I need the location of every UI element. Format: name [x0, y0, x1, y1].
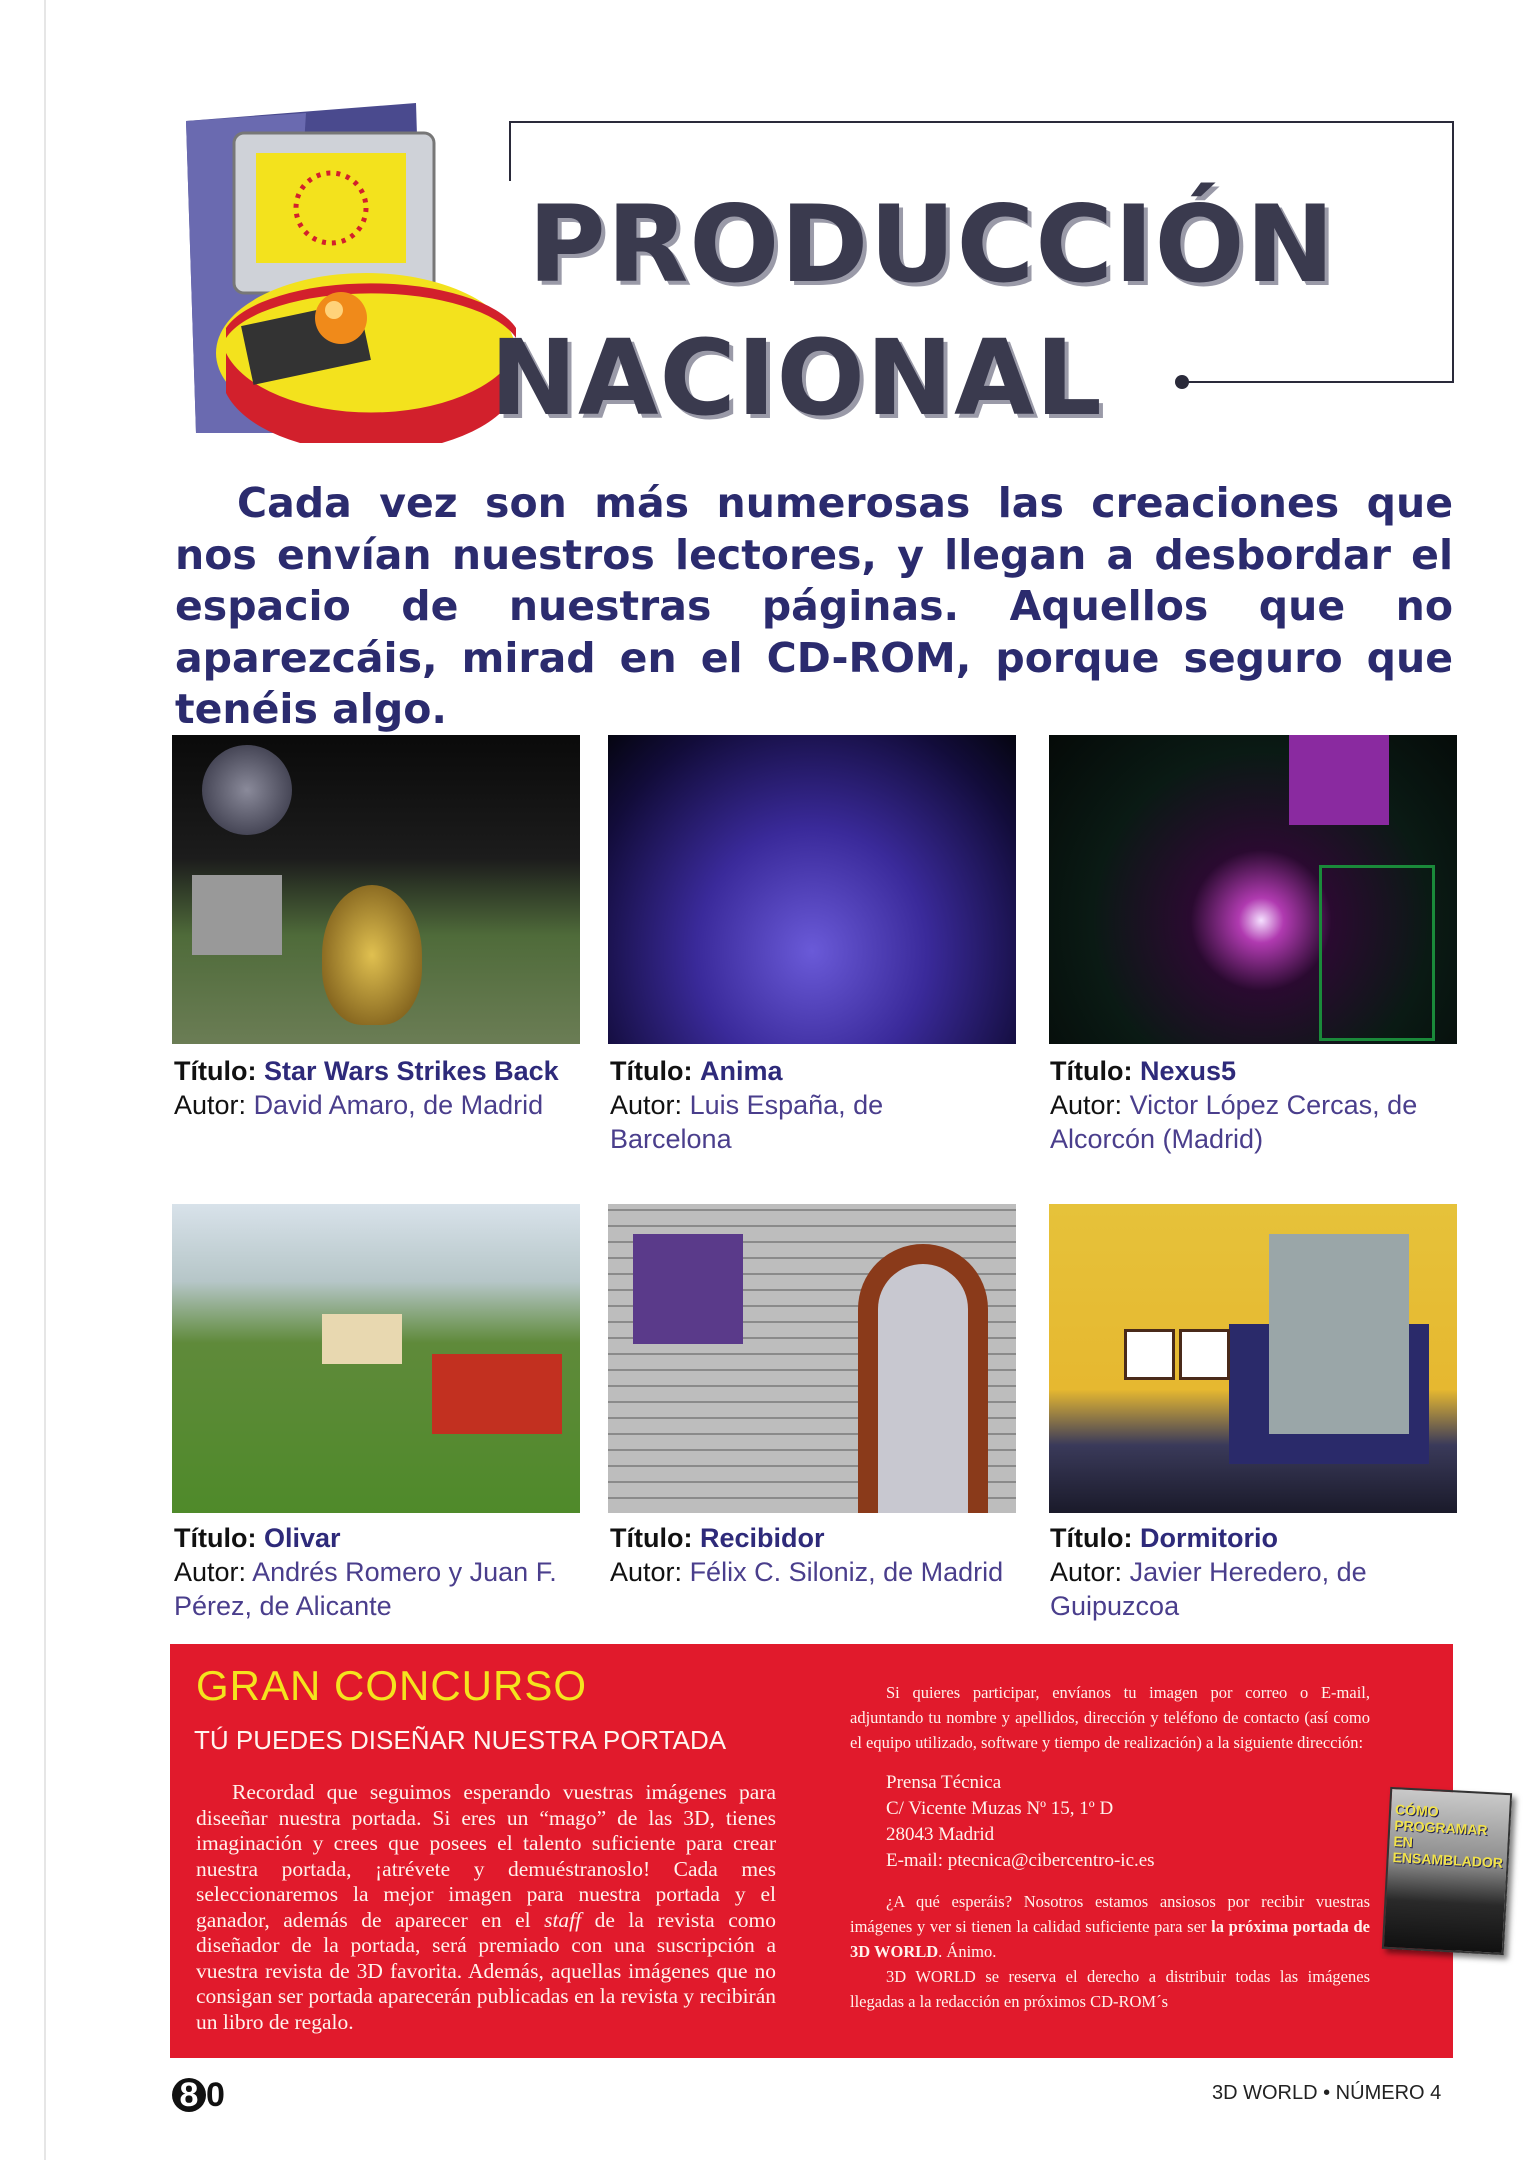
page-number	[172, 2076, 225, 2115]
email-address: E-mail: ptecnica@cibercentro-ic.es	[886, 1850, 1155, 1871]
book-title: CÓMO PROGRAMAR EN ENSAMBLADOR	[1392, 1801, 1504, 1871]
artwork-dormitorio	[1049, 1204, 1457, 1513]
title-frame-line	[509, 121, 511, 181]
artwork-title: Nexus5	[1139, 1056, 1237, 1086]
author-label: Autor:	[174, 1557, 247, 1587]
author-label: Autor:	[610, 1090, 683, 1120]
artwork-author: Javier Heredero, de Guipuzcoa	[1050, 1557, 1367, 1621]
artwork-title: Dormitorio	[1139, 1523, 1278, 1553]
monitor-logo-illustration	[186, 103, 526, 443]
rights-notice: 3D WORLD se reserva el derecho a distribuir todas las imágenes llegadas a la redacción en próximos CD-ROM´s	[850, 1967, 1370, 2011]
intro-paragraph: Cada vez son más numerosas las creaciones que nos envían nuestros lectores, y llegan a desbordar el espacio de nuestras páginas. Aquellos que no aparezcáis, mirad en el CD-ROM, porque seguro que tenéis algo.	[175, 479, 1453, 733]
contest-heading: GRAN CONCURSO	[196, 1662, 588, 1709]
magazine-issue: 3D WORLD • NÚMERO 4	[1212, 2082, 1442, 2104]
postal-address	[886, 1770, 1370, 1874]
book-cover-image	[1382, 1787, 1512, 1955]
title-label: Título:	[610, 1523, 693, 1553]
artwork-anima	[608, 735, 1016, 1044]
caption-olivar	[174, 1521, 584, 1623]
author-label: Autor:	[1050, 1090, 1123, 1120]
contest-text-emphasis: staff	[544, 1907, 582, 1932]
page-edge	[44, 0, 46, 2160]
title-frame-line	[1452, 121, 1454, 383]
artwork-recibidor	[608, 1204, 1016, 1513]
contest-text: de la revista como diseñador de la portada, será premiado con una suscripción a vuestra revista de 3D favorita. Además, aquellas imágenes que no consigan ser portada aparecerán publicadas en la revista y recibirán un libro de regalo.	[196, 1907, 776, 2034]
artwork-author: Victor López Cercas, de Alcorcón (Madrid)	[1050, 1090, 1418, 1154]
page-number-digit: 0	[206, 2076, 225, 2114]
title-label: Título:	[1050, 1056, 1133, 1086]
address-line: 28043 Madrid	[886, 1824, 995, 1845]
caption-dormitorio	[1050, 1521, 1450, 1623]
contest-text: Recordad que seguimos esperando vuestras imágenes para diseeñar nuestra portada. Si eres un “mago” de las 3D, tienes imaginación y crees que posees el talento suficiente para crear nuestra portada, ¡atrévete y demuéstranoslo! Cada mes seleccionaremos la mejor imagen para nuestra portada y el ganador, además de aparecer en el	[196, 1780, 776, 1932]
contest-body-left	[196, 1780, 776, 2035]
artwork-nexus5	[1049, 735, 1457, 1044]
participation-text: Si quieres participar, envíanos tu imagen por correo o E-mail, adjuntando tu nombre y apellidos, dirección y teléfono de contacto (así como el equipo utilizado, software y tiempo de realización) a la siguiente dirección:	[850, 1683, 1370, 1752]
title-label: Título:	[610, 1056, 693, 1086]
caption-anima	[610, 1054, 960, 1156]
author-label: Autor:	[174, 1090, 247, 1120]
artwork-title: Anima	[699, 1056, 783, 1086]
title-frame-line	[1186, 381, 1454, 383]
call-to-action-end: . Ánimo.	[938, 1942, 997, 1961]
call-to-action-bold: la próxima portada de 3D WORLD	[850, 1917, 1370, 1961]
address-line: Prensa Técnica	[886, 1772, 1002, 1793]
artwork-author: David Amaro, de Madrid	[253, 1090, 544, 1120]
artwork-star-wars-strikes-back	[172, 735, 580, 1044]
contest-subheading: TÚ PUEDES DISEÑAR NUESTRA PORTADA	[194, 1725, 727, 1755]
title-label: Título:	[174, 1523, 257, 1553]
artwork-author: Andrés Romero y Juan F. Pérez, de Alicante	[174, 1557, 557, 1621]
page-title-line2: NACIONAL	[490, 317, 1103, 439]
address-line: C/ Vicente Muzas Nº 15, 1º D	[886, 1798, 1114, 1819]
author-label: Autor:	[1050, 1557, 1123, 1587]
author-label: Autor:	[610, 1557, 683, 1587]
caption-recibidor	[610, 1521, 1010, 1589]
artwork-author: Luis España, de Barcelona	[610, 1090, 884, 1154]
page-number-digit: 8	[172, 2078, 206, 2112]
call-to-action: ¿A qué esperáis? Nosotros estamos ansiosos por recibir vuestras imágenes y ver si tienen la calidad suficiente para ser	[850, 1892, 1370, 1936]
caption-nexus5	[1050, 1054, 1460, 1156]
title-frame-line	[509, 121, 1454, 123]
page-title-line1: PRODUCCIÓN	[528, 183, 1336, 306]
title-frame-dot	[1175, 375, 1189, 389]
artwork-title: Olivar	[263, 1523, 341, 1553]
caption-star-wars	[174, 1054, 574, 1122]
title-label: Título:	[1050, 1523, 1133, 1553]
artwork-title: Star Wars Strikes Back	[263, 1056, 559, 1086]
artwork-author: Félix C. Siloniz, de Madrid	[689, 1557, 1004, 1587]
contest-body-right	[850, 1680, 1370, 2014]
artwork-title: Recibidor	[699, 1523, 825, 1553]
artwork-olivar	[172, 1204, 580, 1513]
title-label: Título:	[174, 1056, 257, 1086]
